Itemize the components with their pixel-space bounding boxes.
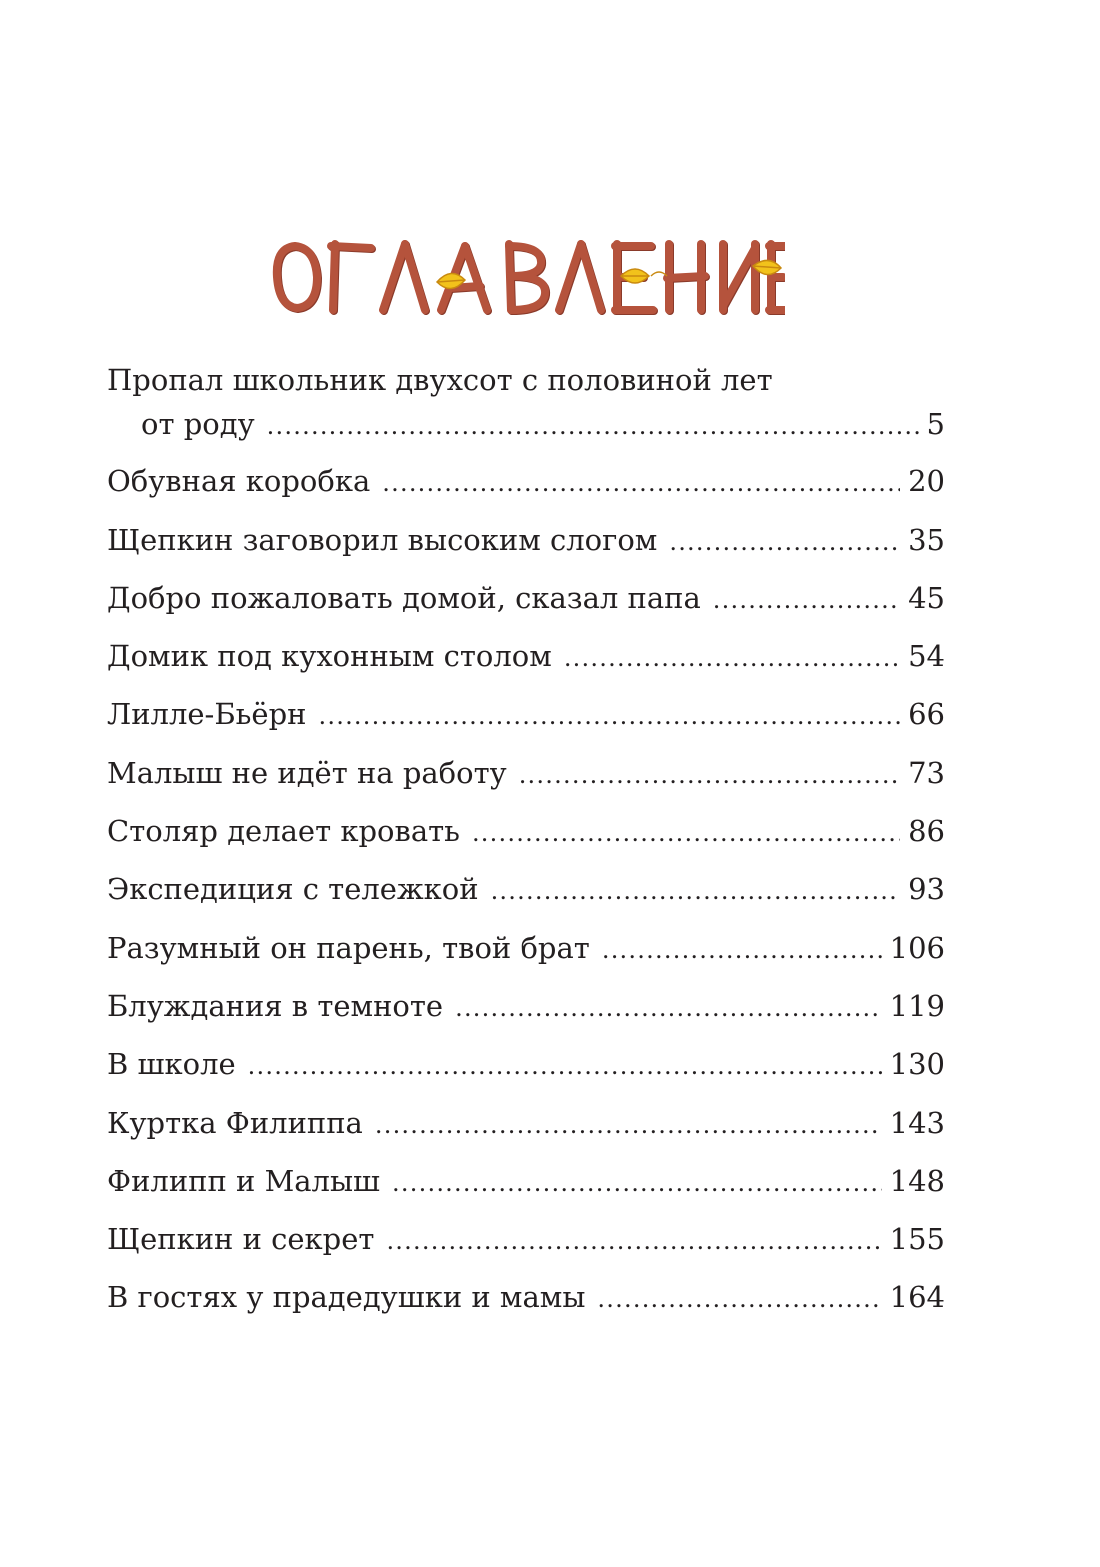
- toc-entry-page: 86: [908, 814, 945, 849]
- table-of-contents: [107, 358, 945, 1333]
- toc-entry-page: 45: [908, 580, 945, 615]
- toc-entry[interactable]: [107, 1041, 945, 1089]
- toc-entry-title: Щепкин и секрет: [107, 1222, 375, 1257]
- toc-entry-title: Блуждания в темноте: [107, 988, 444, 1023]
- toc-entry-page: 66: [908, 697, 945, 732]
- dot-leader: [491, 868, 901, 914]
- dot-leader: [669, 519, 900, 565]
- toc-entry[interactable]: [107, 517, 945, 565]
- toc-entry-page: 148: [889, 1163, 945, 1198]
- toc-entry[interactable]: [107, 1216, 945, 1264]
- toc-entry-title: Лилле-Бьёрн: [107, 697, 307, 732]
- dot-leader: [392, 1160, 882, 1206]
- dot-leader: [375, 1102, 882, 1148]
- toc-entry-page: 35: [908, 522, 945, 557]
- toc-entry-title: Малыш не идёт на работу: [107, 755, 507, 790]
- toc-entry[interactable]: [107, 458, 945, 506]
- toc-entry-title: Обувная коробка: [107, 464, 371, 499]
- toc-entry[interactable]: [107, 866, 945, 914]
- toc-entry-title: Щепкин заговорил высоким слогом: [107, 522, 658, 557]
- dot-leader: [597, 1276, 881, 1322]
- toc-entry-title: Экспедиция с тележкой: [107, 872, 479, 907]
- toc-entry-title: Домик под кухонным столом: [107, 639, 552, 674]
- dot-leader: [564, 635, 900, 681]
- toc-entry-page: 164: [889, 1280, 945, 1315]
- toc-entry-title-continued: от роду: [141, 407, 255, 441]
- dot-leader: [382, 460, 900, 506]
- toc-entry[interactable]: [107, 691, 945, 739]
- dot-leader: [455, 985, 882, 1031]
- toc-entry-page: 106: [889, 930, 945, 965]
- dot-leader: [519, 752, 900, 798]
- toc-entry[interactable]: [107, 633, 945, 681]
- toc-entry[interactable]: [107, 983, 945, 1031]
- toc-entry-page: 119: [889, 988, 945, 1023]
- toc-entry-title: Куртка Филиппа: [107, 1105, 363, 1140]
- toc-entry-page: 143: [889, 1105, 945, 1140]
- toc-entry-title: В гостях у прадедушки и мамы: [107, 1280, 586, 1315]
- toc-entry-page: 93: [908, 872, 945, 907]
- toc-entry-page: 130: [889, 1047, 945, 1082]
- toc-entry-page: 54: [908, 639, 945, 674]
- toc-heading: [265, 232, 785, 322]
- toc-entry-page: 155: [889, 1222, 945, 1257]
- toc-entry[interactable]: [107, 1158, 945, 1206]
- toc-entry[interactable]: [107, 750, 945, 798]
- dot-leader: [319, 693, 901, 739]
- dot-leader: [472, 810, 900, 856]
- toc-entry[interactable]: [107, 1274, 945, 1322]
- toc-entry-title: Филипп и Малыш: [107, 1163, 381, 1198]
- toc-entry[interactable]: [107, 808, 945, 856]
- dot-leader: [267, 404, 919, 448]
- toc-entry[interactable]: [107, 1100, 945, 1148]
- toc-entry[interactable]: [107, 358, 945, 448]
- dot-leader: [602, 927, 882, 973]
- toc-entry-title: В школе: [107, 1047, 236, 1082]
- toc-entry-page: 73: [908, 755, 945, 790]
- toc-entry-title: Столяр делает кровать: [107, 814, 460, 849]
- toc-entry-page: 20: [908, 464, 945, 499]
- toc-entry-title: Разумный он парень, твой брат: [107, 930, 590, 965]
- toc-entry-page: 5: [926, 407, 945, 441]
- twig-lettering-heading: [265, 232, 785, 322]
- dot-leader: [713, 577, 900, 623]
- toc-entry-title: Пропал школьник двухсот с половиной лет: [107, 363, 773, 397]
- dot-leader: [248, 1043, 882, 1089]
- toc-entry[interactable]: [107, 575, 945, 623]
- toc-entry[interactable]: [107, 925, 945, 973]
- dot-leader: [386, 1218, 881, 1264]
- toc-entry-title: Добро пожаловать домой, сказал папа: [107, 580, 701, 615]
